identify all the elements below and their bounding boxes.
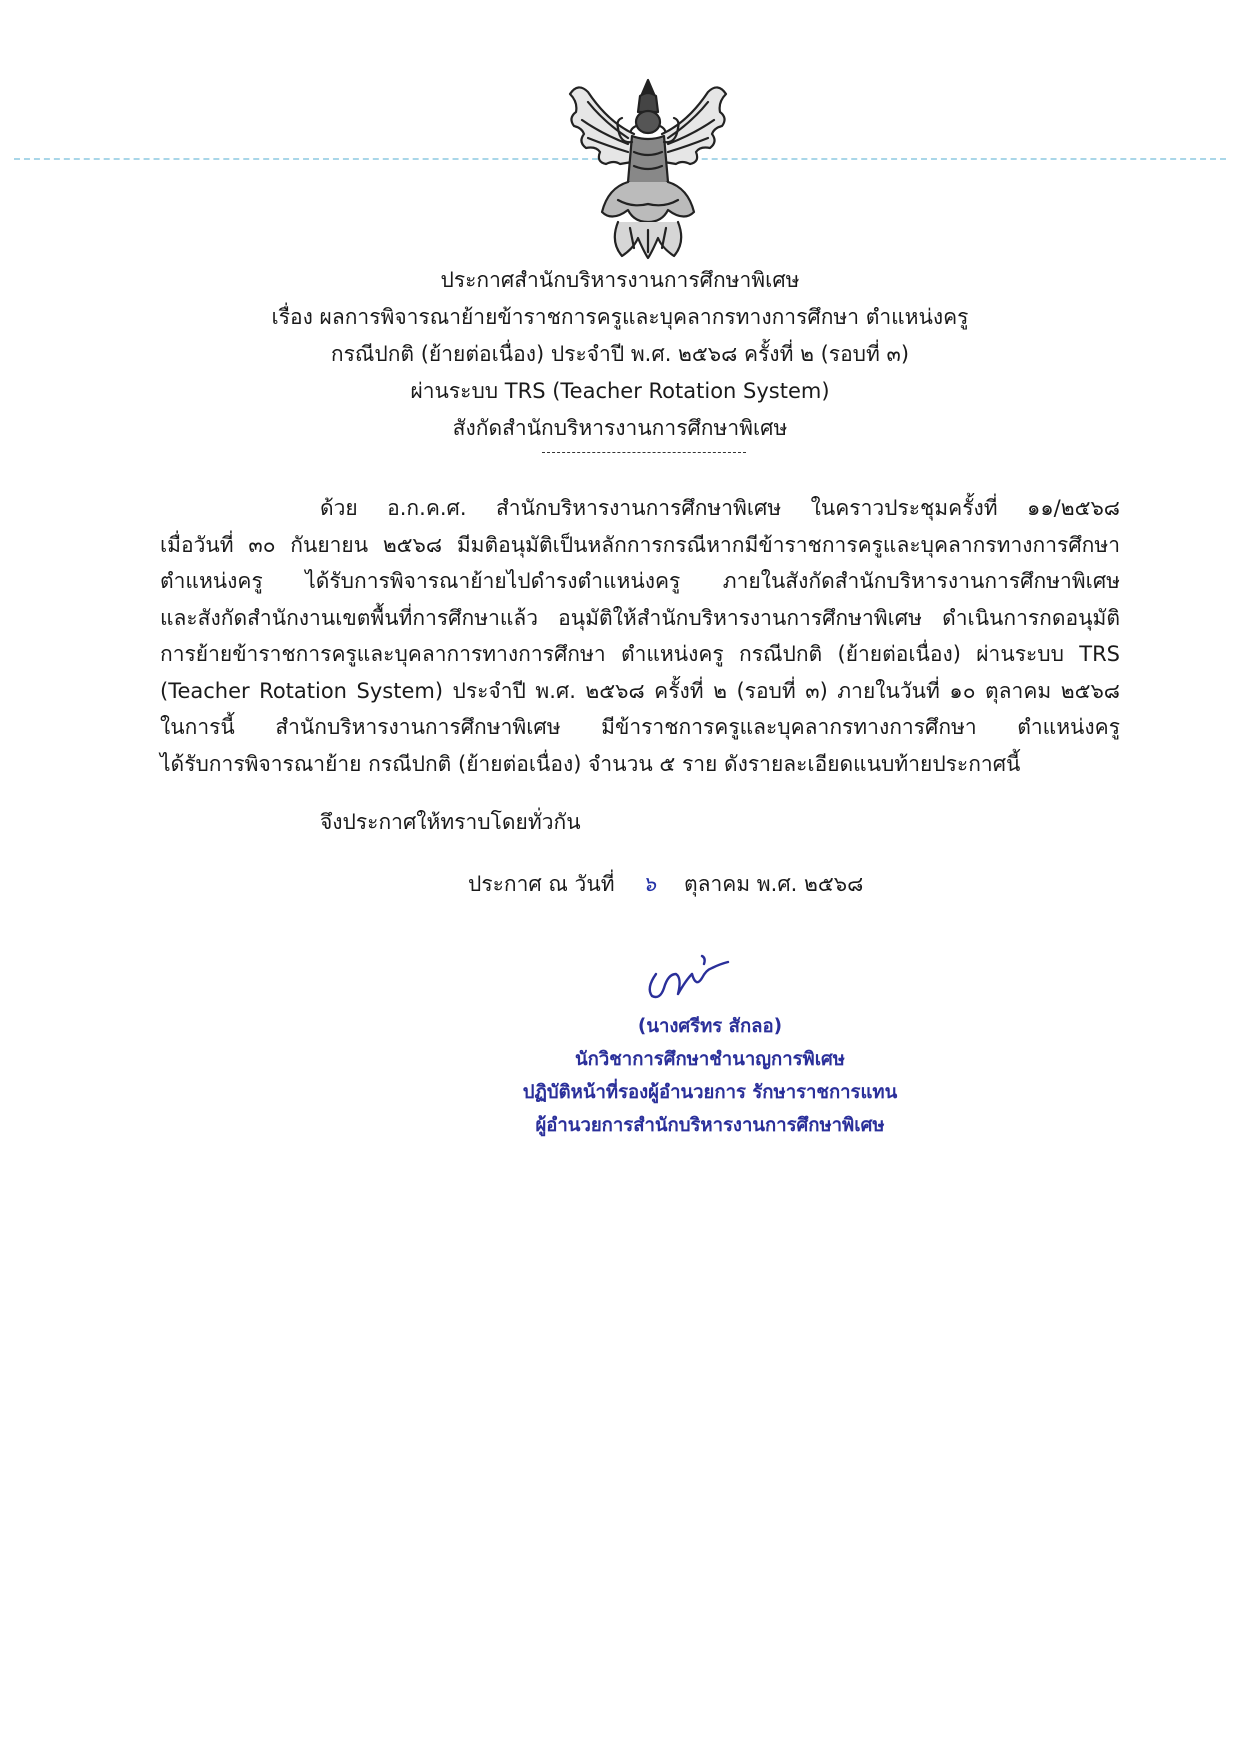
announcement-header	[120, 262, 1120, 447]
signer-name: (นางศรีทร สักลอ)	[637, 1016, 783, 1037]
header-divider	[542, 452, 746, 453]
signer-position: นักวิชาการศึกษาชำนาญการพิเศษ	[575, 1049, 845, 1070]
signer-block	[440, 1010, 980, 1142]
date-prefix: ประกาศ ณ วันที่	[468, 872, 615, 896]
signer-acting-role: ปฏิบัติหน้าที่รองผู้อำนวยการ รักษาราชการแทน	[522, 1082, 898, 1103]
body-line: เมื่อวันที่ ๓๐ กันยายน ๒๕๖๘ มีมติอนุมัติเป็นหลักการกรณีหากมีข้าราชการครูและบุคลากรทางการศึกษา	[160, 532, 1120, 557]
header-system: ผ่านระบบ TRS (Teacher Rotation System)	[410, 379, 830, 403]
date-month-year: ตุลาคม พ.ศ. ๒๕๖๘	[683, 872, 864, 896]
body-line: (Teacher Rotation System) ประจำปี พ.ศ. ๒๕๖๘ ครั้งที่ ๒ (รอบที่ ๓) ภายในวันที่ ๑๐ ตุลาคม ๒๕๖๘	[160, 678, 1120, 703]
header-affiliation: สังกัดสำนักบริหารงานการศึกษาพิเศษ	[452, 416, 788, 440]
body-line: ในการนี้ สำนักบริหารงานการศึกษาพิเศษ มีข้าราชการครูและบุคลากรทางการศึกษา ตำแหน่งครู	[160, 715, 1120, 739]
body-line: ด้วย อ.ก.ค.ศ. สำนักบริหารงานการศึกษาพิเศษ ในคราวประชุมครั้งที่ ๑๑/๒๕๖๘	[320, 496, 1120, 520]
header-title: ประกาศสำนักบริหารงานการศึกษาพิเศษ	[440, 268, 800, 292]
body-line: การย้ายข้าราชการครูและบุคลาการทางการศึกษา ตำแหน่งครู กรณีปกติ (ย้ายต่อเนื่อง) ผ่านระบบ TRS	[160, 642, 1120, 666]
signer-office: ผู้อำนวยการสำนักบริหารงานการศึกษาพิเศษ	[535, 1115, 885, 1136]
handwritten-signature-icon	[642, 944, 732, 1004]
header-subject-detail: กรณีปกติ (ย้ายต่อเนื่อง) ประจำปี พ.ศ. ๒๕๖๘ ครั้งที่ ๒ (รอบที่ ๓)	[330, 342, 910, 366]
announcement-body	[160, 490, 1120, 782]
announcement-date	[468, 866, 863, 902]
body-line: ตำแหน่งครู ได้รับการพิจารณาย้ายไปดำรงตำแหน่งครู ภายในสังกัดสำนักบริหารงานการศึกษาพิเศษ	[160, 569, 1120, 593]
header-subject: เรื่อง ผลการพิจารณาย้ายข้าราชการครูและบุคลากรทางการศึกษา ตำแหน่งครู	[271, 305, 969, 329]
garuda-emblem-icon	[548, 72, 748, 272]
body-line: ได้รับการพิจารณาย้าย กรณีปกติ (ย้ายต่อเนื่อง) จำนวน ๕ ราย ดังรายละเอียดแนบท้ายประกาศนี้	[160, 751, 1021, 776]
closing-statement: จึงประกาศให้ทราบโดยทั่วกัน	[320, 810, 581, 834]
body-line: และสังกัดสำนักงานเขตพื้นที่การศึกษาแล้ว อนุมัติให้สำนักบริหารงานการศึกษาพิเศษ ดำเนินการกดอนุมัติ	[160, 605, 1120, 630]
date-day-handwritten: ๖	[642, 872, 656, 896]
